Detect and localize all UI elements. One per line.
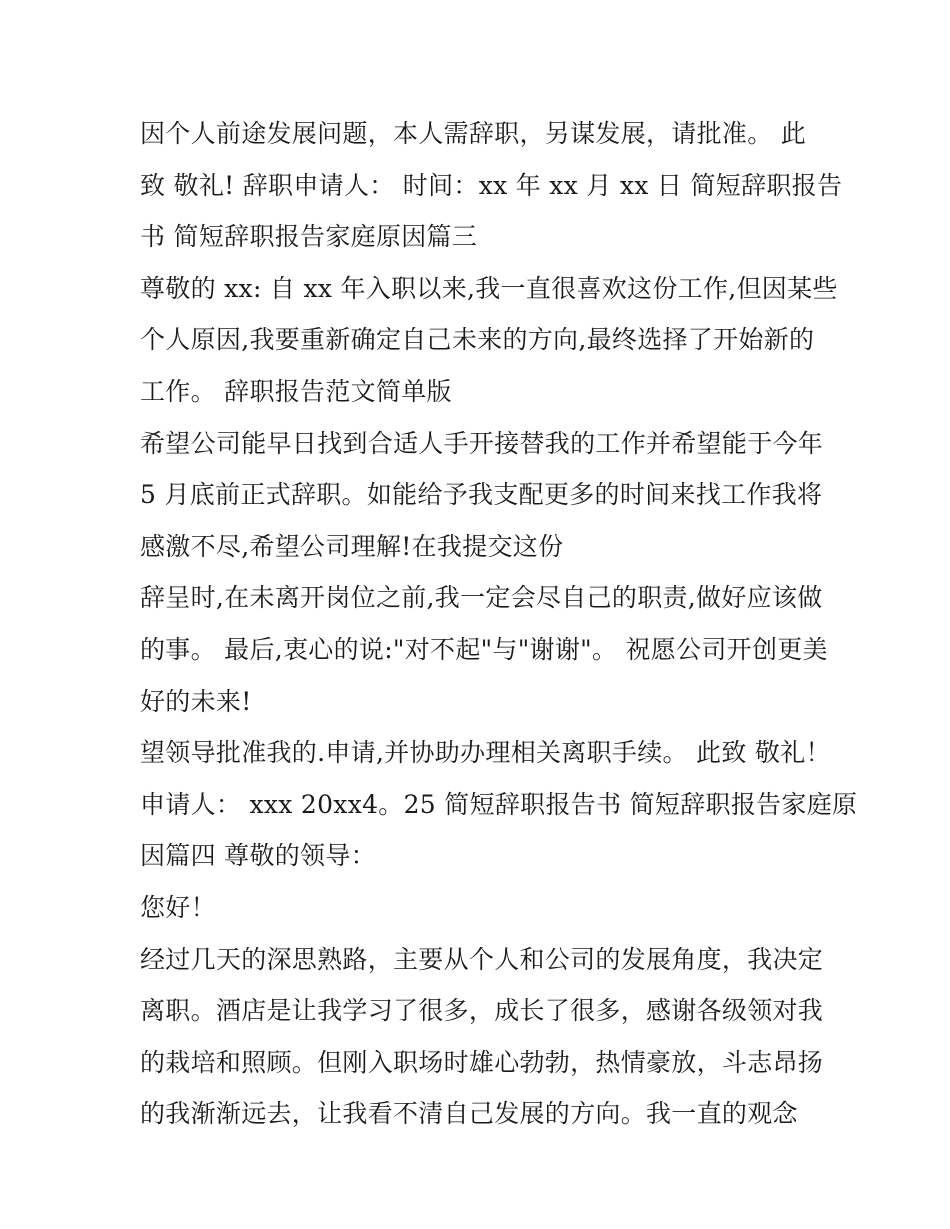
text-line-3: 书 简短辞职报告家庭原因篇三 [140,222,478,252]
text-line-10: 辞呈时,在未离开岗位之前,我一定会尽自己的职责,做好应该做 [140,583,823,613]
text-line-11: 的事。 最后,衷心的说:"对不起"与"谢谢"。 祝愿公司开创更美 [140,634,828,664]
text-line-2: 致 敬礼! 辞职申请人： 时间：xx 年 xx 月 xx 日 简短辞职报告 [140,170,843,200]
text-line-6: 工作。 辞职报告范文简单版 [140,376,452,406]
text-line-13: 望领导批准我的.申请,并协助办理相关离职手续。 此致 敬礼！ [140,738,831,768]
text-line-8: 5 月底前正式辞职。如能给予我支配更多的时间来找工作我将 [140,480,823,510]
document-body [140,108,858,1140]
text-line-17: 经过几天的深思熟路，主要从个人和公司的发展角度，我决定 [140,944,824,974]
text-line-20: 的我渐渐远去，让我看不清自己发展的方向。我一直的观念 [140,1099,798,1129]
text-line-14: 申请人： xxx 20xx4。25 简短辞职报告书 简短辞职报告家庭原 [140,789,858,819]
text-line-18: 离职。酒店是让我学习了很多，成长了很多，感谢各级领对我 [140,996,824,1026]
text-line-5: 个人原因,我要重新确定自己未来的方向,最终选择了开始新的 [140,325,815,355]
text-line-12: 好的未来! [140,686,252,716]
text-line-16: 您好！ [140,892,216,922]
text-line-9: 感激不尽,希望公司理解!在我提交这份 [140,531,564,561]
text-line-4: 尊敬的 xx: 自 xx 年入职以来,我一直很喜欢这份工作,但因某些 [140,273,838,303]
text-line-19: 的栽培和照顾。但刚入职场时雄心勃勃，热情豪放，斗志昂扬 [140,1047,824,1077]
text-line-1: 因个人前途发展问题，本人需辞职，另谋发展，请批准。 此 [140,119,807,148]
text-line-15: 因篇四 尊敬的领导： [140,841,376,871]
text-line-7: 希望公司能早日找到合适人手开接替我的工作并希望能于今年 [140,428,824,458]
